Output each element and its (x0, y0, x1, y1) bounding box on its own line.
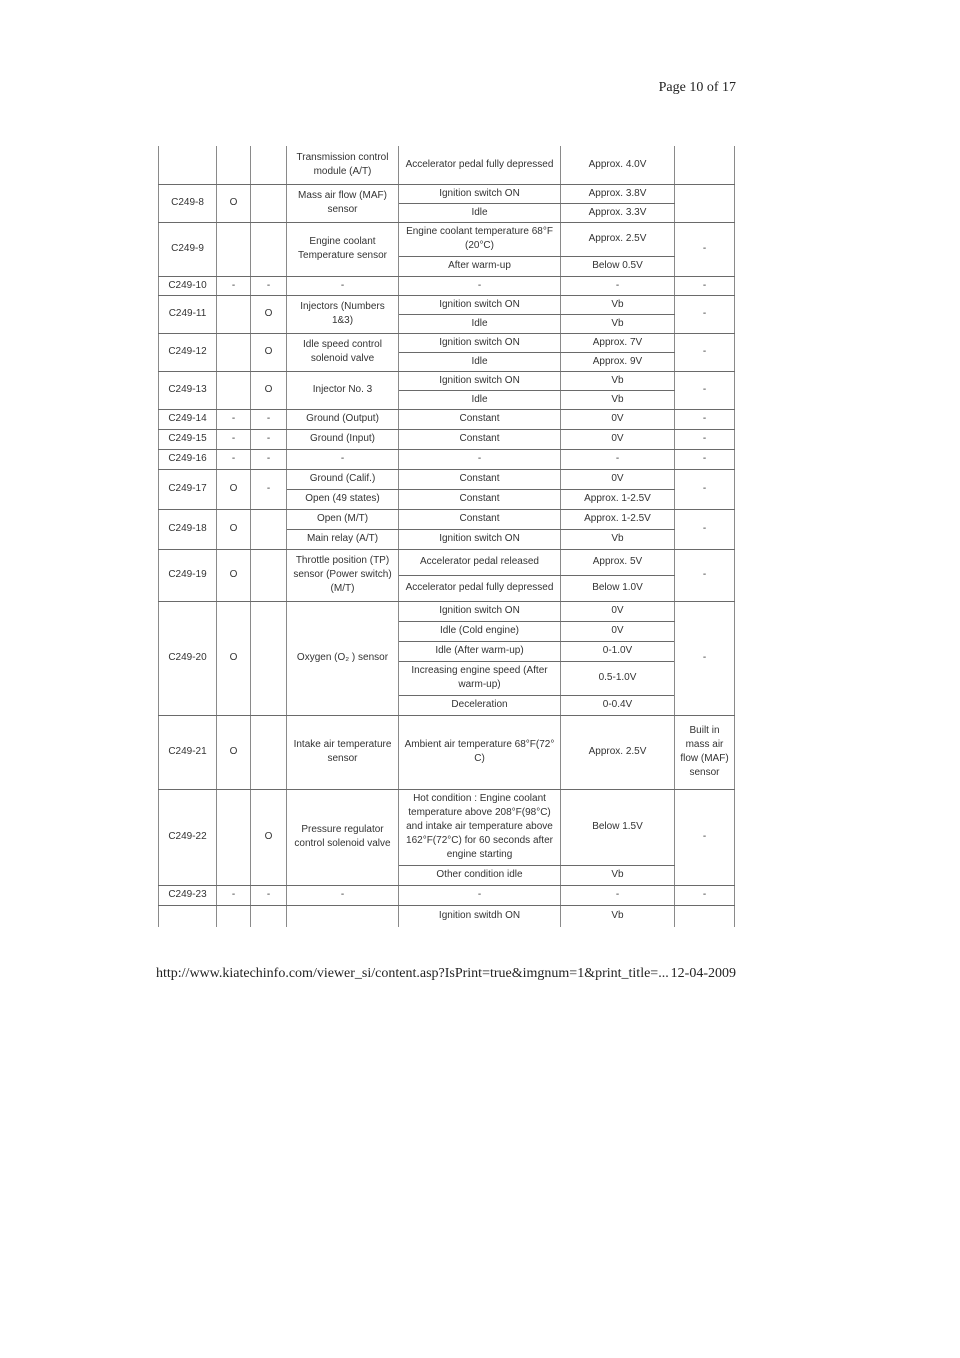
remark-cell: - (675, 549, 735, 601)
condition-cell: Constant (399, 429, 561, 449)
condition-cell: Constant (399, 509, 561, 529)
remark-cell: - (675, 333, 735, 371)
print-date: 12-04-2009 (670, 966, 736, 981)
spec-cell: - (561, 276, 675, 295)
description-cell: Idle speed control solenoid valve (287, 333, 399, 371)
io-cell: O (217, 715, 251, 789)
table-row (159, 371, 735, 390)
condition-cell: Constant (399, 469, 561, 489)
condition-cell: Other condition idle (399, 865, 561, 885)
condition-cell: - (399, 276, 561, 295)
io-cell: O (251, 789, 287, 885)
terminal-cell: C249-20 (159, 601, 217, 715)
spec-cell: Vb (561, 865, 675, 885)
spec-cell: 0V (561, 429, 675, 449)
spec-cell: Vb (561, 371, 675, 390)
description-cell: Injector No. 3 (287, 371, 399, 409)
terminal-cell (159, 146, 217, 184)
spec-cell: Approx. 5V (561, 549, 675, 575)
description-cell: Ground (Output) (287, 409, 399, 429)
spec-cell: Below 0.5V (561, 256, 675, 276)
spec-cell: 0V (561, 409, 675, 429)
spec-cell: Approx. 1-2.5V (561, 489, 675, 509)
description-cell: - (287, 276, 399, 295)
remark-cell: - (675, 222, 735, 276)
condition-cell: Increasing engine speed (After warm-up) (399, 661, 561, 695)
table-row (159, 549, 735, 575)
condition-cell: Ignition switch ON (399, 529, 561, 549)
remark-cell (675, 184, 735, 222)
page-number: Page 10 of 17 (658, 80, 736, 95)
terminal-cell: C249-13 (159, 371, 217, 409)
table-row: C249-17 O - Ground (Calif.) Constant 0V - (159, 469, 735, 489)
table-row (159, 333, 735, 352)
table-row (159, 601, 735, 621)
table-row: C249-16 - - - - - - (159, 449, 735, 469)
spec-cell: 0-1.0V (561, 641, 675, 661)
condition-cell: Ignition switch ON (399, 333, 561, 352)
table-row: C249-23 - - - - - - (159, 885, 735, 905)
description-cell: Intake air temperature sensor (287, 715, 399, 789)
remark-cell (675, 146, 735, 184)
description-cell: Open (49 states) (287, 489, 399, 509)
spec-cell: - (561, 449, 675, 469)
remark-cell: - (675, 789, 735, 885)
condition-cell: Ignition switch ON (399, 184, 561, 203)
io-cell: O (251, 333, 287, 371)
spec-cell: Approx. 4.0V (561, 146, 675, 184)
table-row (159, 789, 735, 865)
remark-cell: - (675, 429, 735, 449)
condition-cell: - (399, 885, 561, 905)
condition-cell: Hot condition : Engine coolant temperature above 208°F(98°C) and intake air temperature above 162°F(72°C) for 60 seconds after engine starting (399, 789, 561, 865)
spec-cell: 0-0.4V (561, 695, 675, 715)
condition-cell: Ignition switch ON (399, 601, 561, 621)
condition-cell: Idle (399, 352, 561, 371)
condition-cell: After warm-up (399, 256, 561, 276)
description-cell: Ground (Calif.) (287, 469, 399, 489)
condition-cell: Ignition switdh ON (399, 905, 561, 927)
description-cell: Pressure regulator control solenoid valve (287, 789, 399, 885)
description-cell: Engine coolant Temperature sensor (287, 222, 399, 276)
remark-cell: - (675, 885, 735, 905)
io-cell: O (217, 184, 251, 222)
terminal-cell: C249-8 (159, 184, 217, 222)
terminal-cell: C249-12 (159, 333, 217, 371)
spec-cell: Approx. 3.3V (561, 203, 675, 222)
condition-cell: Deceleration (399, 695, 561, 715)
table-row (159, 509, 735, 529)
spec-cell: - (561, 885, 675, 905)
remark-cell: - (675, 371, 735, 409)
spec-cell: Approx. 2.5V (561, 222, 675, 256)
terminal-cell: C249-9 (159, 222, 217, 276)
spec-cell: 0.5-1.0V (561, 661, 675, 695)
description-cell: - (287, 885, 399, 905)
spec-cell: Approx. 3.8V (561, 184, 675, 203)
terminal-cell: C249-21 (159, 715, 217, 789)
condition-cell: Ignition switch ON (399, 371, 561, 390)
condition-cell: Ambient air temperature 68°F(72° C) (399, 715, 561, 789)
spec-cell: Vb (561, 295, 675, 314)
table-row (159, 905, 735, 927)
terminal-cell: C249-15 (159, 429, 217, 449)
condition-cell: Constant (399, 409, 561, 429)
remark-cell: - (675, 509, 735, 549)
terminal-cell: C249-16 (159, 449, 217, 469)
condition-cell: Idle (After warm-up) (399, 641, 561, 661)
table-row: C249-15 - - Ground (Input) Constant 0V - (159, 429, 735, 449)
remark-cell: - (675, 449, 735, 469)
condition-cell: Idle (Cold engine) (399, 621, 561, 641)
spec-cell: Approx. 7V (561, 333, 675, 352)
spec-cell: Vb (561, 905, 675, 927)
spec-cell: 0V (561, 469, 675, 489)
source-url: http://www.kiatechinfo.com/viewer_si/content.asp?IsPrint=true&imgnum=1&print_title=... (156, 966, 669, 981)
spec-cell: Below 1.0V (561, 575, 675, 601)
io-cell: O (217, 549, 251, 601)
table-row (159, 715, 735, 789)
io-cell: O (251, 295, 287, 333)
spec-cell: 0V (561, 601, 675, 621)
spec-cell: Vb (561, 529, 675, 549)
spec-cell: Approx. 9V (561, 352, 675, 371)
spec-cell: Below 1.5V (561, 789, 675, 865)
table-row (159, 184, 735, 203)
terminal-cell: C249-17 (159, 469, 217, 509)
spec-cell: Vb (561, 314, 675, 333)
description-cell: Transmission control module (A/T) (287, 146, 399, 184)
description-cell: Injectors (Numbers 1&3) (287, 295, 399, 333)
remark-cell: Built in mass air flow (MAF) sensor (675, 715, 735, 789)
table-row (159, 222, 735, 256)
spec-cell: Approx. 2.5V (561, 715, 675, 789)
description-cell: Ground (Input) (287, 429, 399, 449)
description-cell: Oxygen (O₂ ) sensor (287, 601, 399, 715)
condition-cell: - (399, 449, 561, 469)
io-cell: O (251, 371, 287, 409)
remark-cell: - (675, 409, 735, 429)
condition-cell: Constant (399, 489, 561, 509)
description-cell: Open (M/T) (287, 509, 399, 529)
remark-cell: - (675, 469, 735, 509)
condition-cell: Accelerator pedal fully depressed (399, 146, 561, 184)
terminal-cell: C249-11 (159, 295, 217, 333)
spec-cell: Approx. 1-2.5V (561, 509, 675, 529)
io-cell: O (217, 469, 251, 509)
terminal-cell: C249-14 (159, 409, 217, 429)
description-cell: Throttle position (TP) sensor (Power switch) (M/T) (287, 549, 399, 601)
remark-cell: - (675, 601, 735, 715)
terminal-cell: C249-23 (159, 885, 217, 905)
description-cell: Main relay (A/T) (287, 529, 399, 549)
table-row (159, 146, 735, 184)
description-cell: Mass air flow (MAF) sensor (287, 184, 399, 222)
condition-cell: Idle (399, 203, 561, 222)
io-cell: O (217, 601, 251, 715)
spec-cell: 0V (561, 621, 675, 641)
condition-cell: Engine coolant temperature 68°F (20°C) (399, 222, 561, 256)
terminal-spec-table (158, 146, 735, 927)
condition-cell: Ignition switch ON (399, 295, 561, 314)
page-footer (156, 966, 736, 982)
remark-cell: - (675, 276, 735, 295)
table-row: C249-10 - - - - - - (159, 276, 735, 295)
table-row: C249-14 - - Ground (Output) Constant 0V - (159, 409, 735, 429)
condition-cell: Accelerator pedal fully depressed (399, 575, 561, 601)
terminal-cell: C249-19 (159, 549, 217, 601)
spec-cell: Vb (561, 390, 675, 409)
io-cell: O (217, 509, 251, 549)
description-cell: - (287, 449, 399, 469)
terminal-cell: C249-10 (159, 276, 217, 295)
terminal-cell: C249-22 (159, 789, 217, 885)
table-row (159, 295, 735, 314)
condition-cell: Idle (399, 314, 561, 333)
remark-cell: - (675, 295, 735, 333)
terminal-cell: C249-18 (159, 509, 217, 549)
condition-cell: Accelerator pedal released (399, 549, 561, 575)
condition-cell: Idle (399, 390, 561, 409)
